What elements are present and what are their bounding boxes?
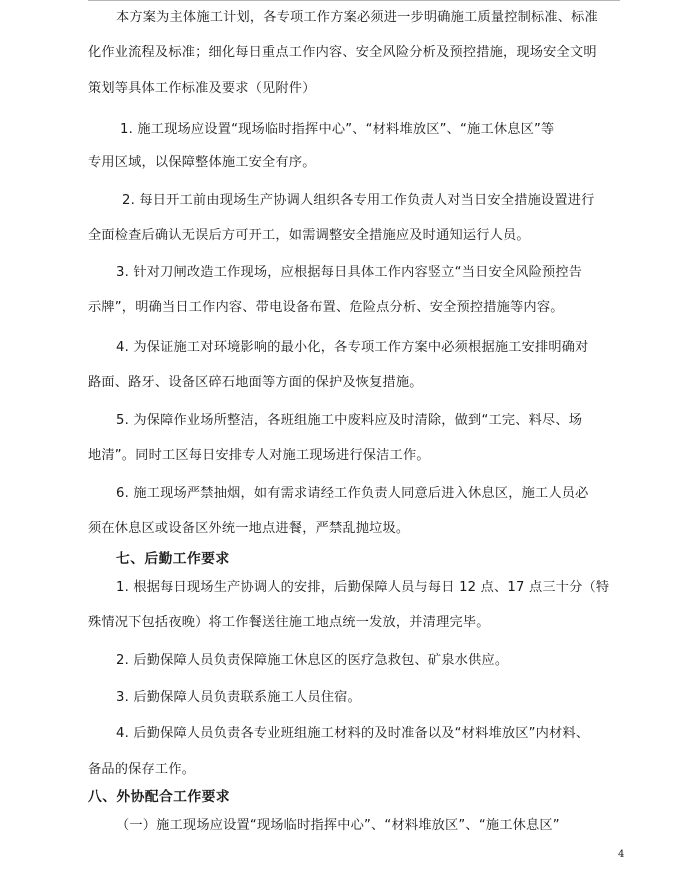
paragraph-line: 6. 施工现场严禁抽烟，如有需求请经工作负责人同意后进入休息区，施工人员必 [116,486,589,501]
page-number: 4 [618,849,625,860]
top-rule [88,0,620,1]
paragraph-line: 殊情况下包括夜晚）将工作餐送往施工地点统一发放，并清理完毕。 [88,615,490,630]
section-heading: 八、外协配合工作要求 [88,789,230,805]
paragraph-line: 2. 每日开工前由现场生产协调人组织各专用工作负责人对当日安全措施设置进行 [122,193,595,208]
paragraph-line: 本方案为主体施工计划，各专项工作方案必须进一步明确施工质量控制标准、标准 [116,10,598,25]
paragraph-line: 全面检查后确认无误后方可开工，如需调整安全措施应及时通知运行人员。 [88,228,530,243]
paragraph-line: 1. 施工现场应设置“现场临时指挥中心”、“材料堆放区”、“施工休息区”等 [120,122,555,137]
paragraph-line: 1. 根据每日现场生产协调人的安排，后勤保障人员与每日 12 点、17 点三十分（特 [116,580,610,595]
paragraph-line: 路面、路牙、设备区碎石地面等方面的保护及恢复措施。 [88,375,423,390]
paragraph-line: 2. 后勤保障人员负责保障施工休息区的医疗急救包、矿泉水供应。 [116,653,509,668]
paragraph-line: 须在休息区或设备区外统一地点进餐，严禁乱抛垃圾。 [88,521,410,536]
paragraph-line: 备品的保存工作。 [88,762,196,777]
paragraph-line: 策划等具体工作标准及要求（见附件） [88,81,316,96]
paragraph-line: 3. 针对刀闸改造工作现场，应根据每日具体工作内容竖立“当日安全风险预控告 [116,265,583,280]
paragraph-line: 5. 为保障作业场所整洁，各班组施工中废料应及时清除，做到“工完、料尽、场 [116,413,583,428]
section-heading: 七、后勤工作要求 [116,551,230,567]
paragraph-line: 3. 后勤保障人员负责联系施工人员住宿。 [116,690,361,705]
paragraph-line: 化作业流程及标准；细化每日重点工作内容、安全风险分析及预控措施，现场安全文明 [88,45,597,60]
paragraph-line: （一）施工现场应设置“现场临时指挥中心”、“材料堆放区”、“施工休息区” [116,818,560,833]
paragraph-line: 4. 后勤保障人员负责各专业班组施工材料的及时准备以及“材料堆放区”内材料、 [116,726,590,741]
paragraph-line: 地清”。同时工区每日安排专人对施工现场进行保洁工作。 [88,448,430,463]
paragraph-line: 示牌”，明确当日工作内容、带电设备布置、危险点分析、安全预控措施等内容。 [88,300,564,315]
paragraph-line: 专用区域，以保障整体施工安全有序。 [88,155,316,170]
paragraph-line: 4. 为保证施工对环境影响的最小化，各专项工作方案中必须根据施工安排明确对 [116,340,589,355]
